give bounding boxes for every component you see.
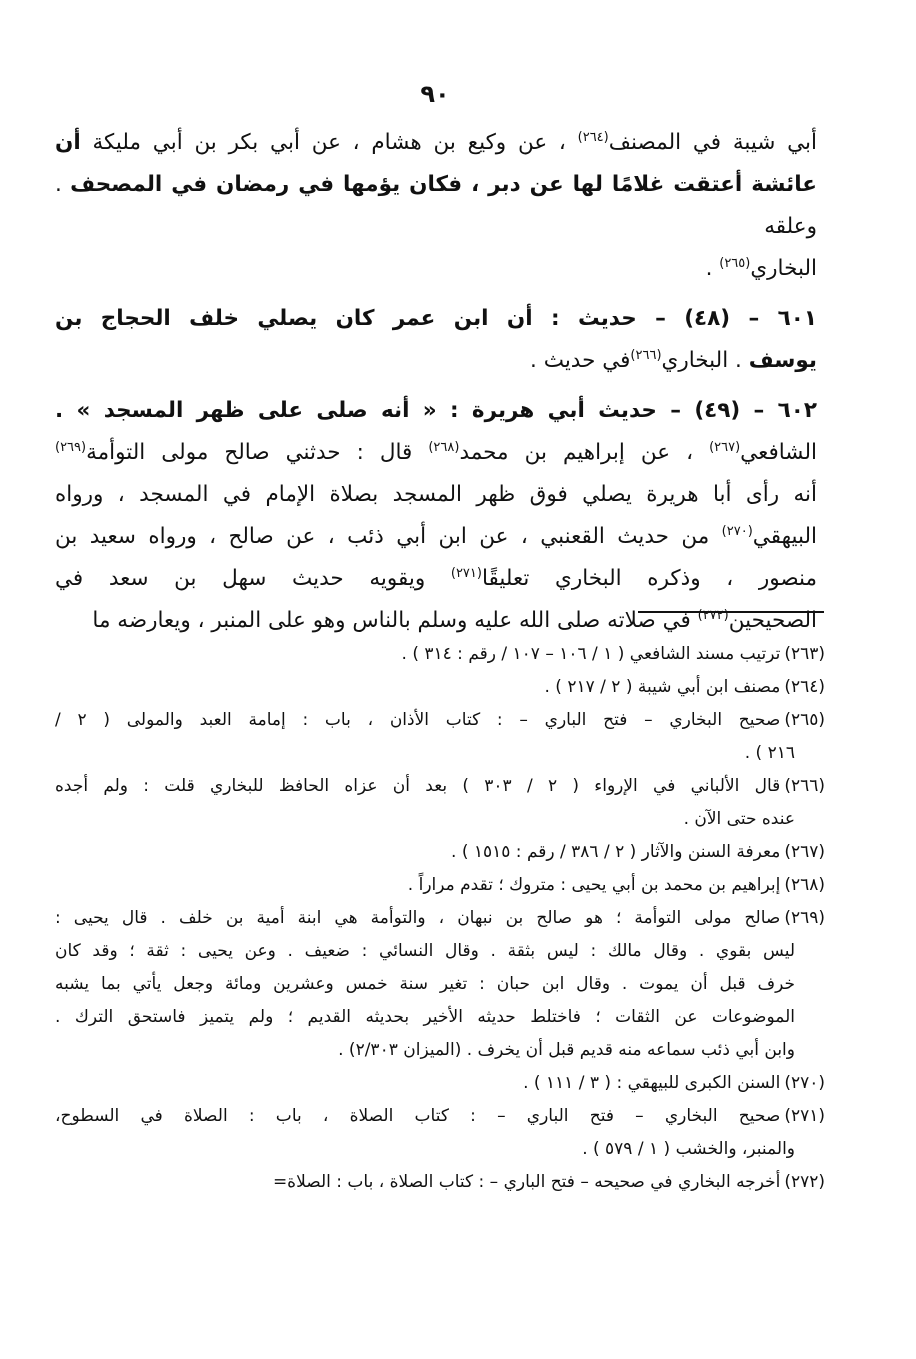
text-line [55,390,817,432]
text-segment: . البخاري [661,348,749,373]
footnote-text: عنده حتى الآن . [683,809,795,829]
text-line [55,558,817,600]
text-segment: ، عن إبراهيم بن محمد [459,440,710,465]
text-line [55,122,817,164]
footnote-reference: (٢٧١) [450,565,482,581]
footnote-text: ليس بقوي . وقال مالك : ليس بثقة . وقال النسائي : ضعيف . وعن يحيى : ثقة ؛ وقد كان [55,941,795,961]
footnote-text: مصنف ابن أبي شيبة ( ٢ / ٢١٧ ) . [544,677,781,697]
footnote-reference: (٢٦٧) [709,439,741,455]
text-segment: أنه رأى أبا هريرة يصلي فوق ظهر المسجد بصلاة الإمام في المسجد ، ورواه [55,482,817,507]
main-text [55,122,817,642]
text-segment: منصور ، وذكره البخاري تعليقًا [481,566,817,591]
footnote-number: (٢٧٠) [784,1073,825,1093]
footnote-reference: (٢٦٦) [630,347,662,363]
footnote-line [55,1166,825,1199]
footnote-line [55,638,825,671]
footnote-line [55,902,825,935]
text-line [55,516,817,558]
text-segment: أن [55,130,81,155]
text-segment: البخاري [750,256,817,281]
footnote-line [55,869,825,902]
text-line [55,340,817,382]
footnote-number: (٢٦٤) [784,677,825,697]
paragraph [55,390,817,642]
text-line [55,248,817,290]
footnote-number: (٢٦٨) [784,875,825,895]
footnote-number: (٢٦٩) [784,908,825,928]
footnote-text: صالح مولى التوأمة ؛ هو صالح بن نبهان ، والتوأمة هي ابنة أمية بن خلف . قال يحيى : [55,908,781,928]
footnote [55,770,825,836]
footnote-line [55,671,825,704]
text-segment: البيهقي [752,524,817,549]
text-segment: ، عن وكيع بن هشام ، عن أبي بكر بن أبي مليكة [80,130,578,155]
footnote [55,869,825,902]
footnote-text: السنن الكبرى للبيهقي : ( ٣ / ١١١ ) . [523,1073,781,1093]
footnote-number: (٢٦٧) [784,842,825,862]
text-segment: ٦٠١ – (٤٨) – حديث : أن ابن عمر كان يصلي خلف الحجاج بن [55,306,817,331]
footnotes [55,638,825,1199]
text-line [55,600,817,642]
footnote-number: (٢٦٦) [784,776,825,796]
footnote-separator [638,611,824,613]
footnote-reference: (٢٦٨) [428,439,460,455]
text-segment: عائشة أعتقت غلامًا لها عن دبر ، فكان يؤمها في رمضان في المصحف [70,172,817,197]
footnote-number: (٢٦٥) [784,710,825,730]
footnote-text: وابن أبي ذئب سماعه منه قديم قبل أن يخرف . (الميزان ٢/٣٠٣) . [338,1040,795,1060]
footnote-text: إبراهيم بن محمد بن أبي يحيى : متروك ؛ تقدم مراراً . [407,875,781,895]
footnote-text: صحيح البخاري – فتح الباري – : كتاب الأذان ، باب : إمامة العبد والمولى ( ٢ / [55,710,781,730]
footnote-text: خرف قبل أن يموت . وقال ابن حبان : تغير سنة خمس وعشرين ومائة وجعل يأتي بما يشبه [55,974,795,994]
footnote-text: الموضوعات عن الثقات ؛ فاختلط حديثه الأخير بحديثه القديم ؛ ولم يتميز فاستحق الترك . [55,1007,795,1027]
footnote [55,1166,825,1199]
footnote-line [55,1034,825,1067]
footnote [55,902,825,1067]
footnote [55,836,825,869]
footnote-text: ترتيب مسند الشافعي ( ١ / ١٠٦ – ١٠٧ / رقم : ٣١٤ ) . [401,644,781,664]
text-segment: . وعلقه [55,172,817,239]
footnote-text: معرفة السنن والآثار ( ٢ / ٣٨٦ / رقم : ١٥١٥ ) . [451,842,781,862]
footnote-line [55,1100,825,1133]
text-segment: الشافعي [740,440,817,465]
text-line [55,298,817,340]
footnote-line [55,803,825,836]
footnote-reference: (٢٦٩) [55,439,87,455]
footnote-text: قال الألباني في الإرواء ( ٢ / ٣٠٣ ) بعد أن عزاه الحافظ للبخاري قلت : ولم أجده [55,776,781,796]
footnote [55,1100,825,1166]
footnote [55,704,825,770]
footnote-line [55,770,825,803]
footnote-text: أخرجه البخاري في صحيحه – فتح الباري – : كتاب الصلاة ، باب : الصلاة= [272,1172,781,1192]
text-segment: في حديث . [530,348,631,373]
footnote-number: (٢٧١) [784,1106,825,1126]
footnote [55,1067,825,1100]
text-line [55,474,817,516]
paragraph [55,298,817,382]
text-segment: يوسف [748,348,817,373]
footnote-reference: (٢٧٠) [721,523,753,539]
text-segment: . [705,256,720,281]
text-segment: قال : حدثني صالح مولى التوأمة [86,440,429,465]
footnote-text: والمنبر، والخشب ( ١ / ٥٧٩ ) . [582,1139,795,1159]
footnote-line [55,836,825,869]
footnote-text: صحيح البخاري – فتح الباري – : كتاب الصلاة ، باب : الصلاة في السطوح، [55,1106,781,1126]
footnote-text: ٢١٦ ) . [744,743,795,763]
footnote-number: (٢٦٣) [784,644,825,664]
text-segment: الصحيحين [728,608,817,633]
footnote-line [55,1067,825,1100]
text-segment: أبي شيبة في المصنف [608,130,817,155]
text-segment: ٦٠٢ – (٤٩) – حديث أبي هريرة : « أنه صلى على ظهر المسجد » . [55,398,818,423]
footnote [55,638,825,671]
text-line [55,164,817,248]
footnote-line [55,704,825,737]
footnote-line [55,968,825,1001]
text-segment: من حديث القعنبي ، عن ابن أبي ذئب ، عن صالح ، ورواه سعيد بن [55,524,722,549]
footnote-reference: (٢٦٤) [577,129,609,145]
footnote-line [55,1133,825,1166]
footnote-number: (٢٧٢) [784,1172,825,1192]
paragraph [55,122,817,290]
footnote-line [55,737,825,770]
footnote-reference: (٢٧٢) [697,607,729,623]
footnote-reference: (٢٦٥) [719,255,751,271]
text-segment: ويقويه حديث سهل بن سعد في [55,566,451,591]
footnote-line [55,1001,825,1034]
text-segment: في صلاته صلى الله عليه وسلم بالناس وهو على المنبر ، ويعارضه ما [92,608,698,633]
footnote [55,671,825,704]
text-line [55,432,817,474]
page-number: ٩٠ [420,80,450,108]
footnote-line [55,935,825,968]
